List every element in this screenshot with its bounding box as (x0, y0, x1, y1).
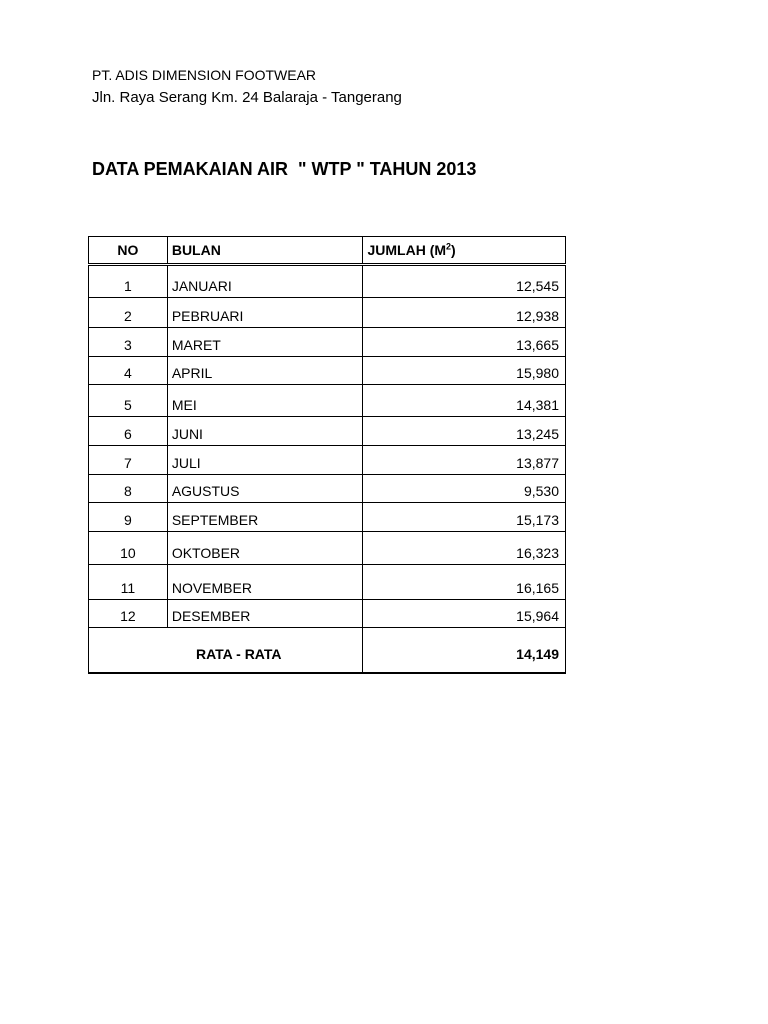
table-header-row (89, 237, 566, 265)
cell-jumlah: 16,165 (363, 565, 566, 600)
cell-jumlah: 13,877 (363, 446, 566, 475)
cell-no: 6 (89, 417, 168, 446)
cell-bulan: AGUSTUS (167, 475, 363, 503)
cell-jumlah: 12,545 (363, 265, 566, 298)
water-usage-table (88, 236, 566, 674)
table-row (89, 565, 566, 600)
cell-bulan: PEBRUARI (167, 298, 363, 328)
table-row (89, 532, 566, 565)
cell-no: 5 (89, 385, 168, 417)
cell-bulan: JULI (167, 446, 363, 475)
cell-jumlah: 15,980 (363, 357, 566, 385)
table-row (89, 475, 566, 503)
cell-jumlah: 15,173 (363, 503, 566, 532)
cell-bulan: NOVEMBER (167, 565, 363, 600)
cell-bulan: OKTOBER (167, 532, 363, 565)
table-row (89, 600, 566, 628)
cell-no: 4 (89, 357, 168, 385)
column-header-jumlah-superscript: 2 (446, 241, 452, 252)
column-header-bulan: BULAN (167, 237, 363, 265)
table-row (89, 298, 566, 328)
average-label: RATA - RATA (89, 628, 363, 674)
cell-jumlah: 14,381 (363, 385, 566, 417)
column-header-no: NO (89, 237, 168, 265)
column-header-jumlah-close: ) (451, 242, 456, 258)
table-row (89, 328, 566, 357)
table-row (89, 385, 566, 417)
cell-no: 3 (89, 328, 168, 357)
average-value: 14,149 (363, 628, 566, 674)
cell-bulan: SEPTEMBER (167, 503, 363, 532)
cell-no: 10 (89, 532, 168, 565)
cell-jumlah: 16,323 (363, 532, 566, 565)
cell-bulan: DESEMBER (167, 600, 363, 628)
cell-jumlah: 13,245 (363, 417, 566, 446)
average-row (89, 628, 566, 674)
cell-bulan: MEI (167, 385, 363, 417)
cell-bulan: JUNI (167, 417, 363, 446)
cell-no: 9 (89, 503, 168, 532)
cell-no: 7 (89, 446, 168, 475)
table-row (89, 417, 566, 446)
company-address: Jln. Raya Serang Km. 24 Balaraja - Tangerang (92, 89, 402, 106)
cell-no: 12 (89, 600, 168, 628)
cell-bulan: MARET (167, 328, 363, 357)
table-row (89, 357, 566, 385)
cell-jumlah: 9,530 (363, 475, 566, 503)
table-row (89, 446, 566, 475)
cell-no: 2 (89, 298, 168, 328)
cell-no: 11 (89, 565, 168, 600)
page-title: DATA PEMAKAIAN AIR " WTP " TAHUN 2013 (92, 159, 477, 179)
column-header-jumlah (363, 237, 566, 265)
table-row (89, 503, 566, 532)
cell-no: 1 (89, 265, 168, 298)
cell-jumlah: 12,938 (363, 298, 566, 328)
cell-bulan: JANUARI (167, 265, 363, 298)
table-row (89, 265, 566, 298)
company-name: PT. ADIS DIMENSION FOOTWEAR (92, 67, 317, 83)
cell-no: 8 (89, 475, 168, 503)
cell-bulan: APRIL (167, 357, 363, 385)
cell-jumlah: 15,964 (363, 600, 566, 628)
column-header-jumlah-text: JUMLAH (M (367, 242, 447, 258)
cell-jumlah: 13,665 (363, 328, 566, 357)
